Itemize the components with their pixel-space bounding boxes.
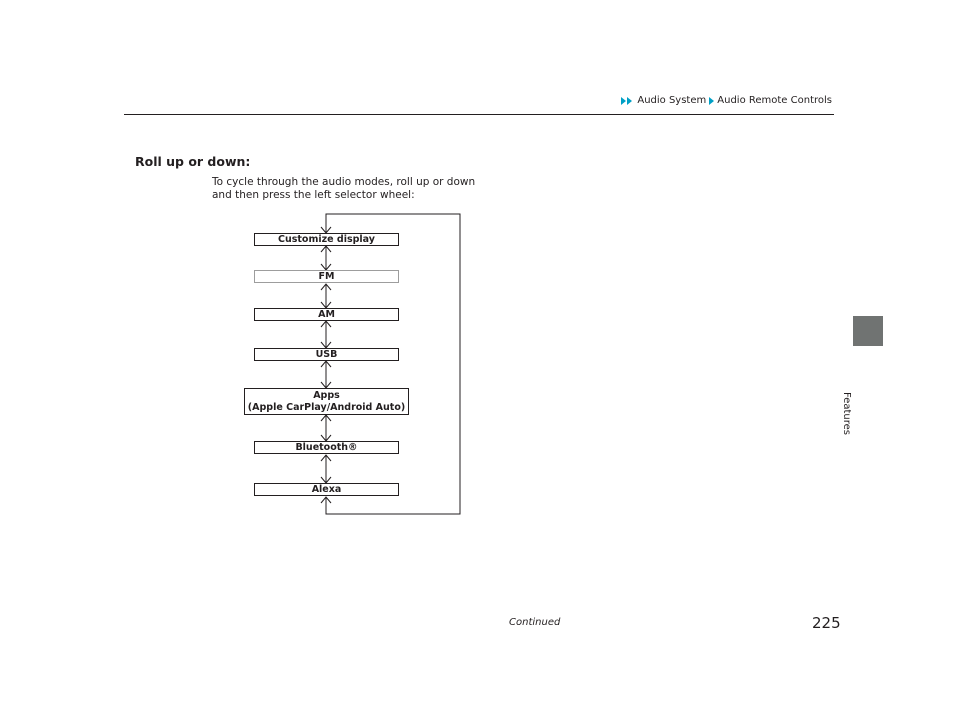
two-way-arrow-icon (321, 455, 331, 483)
breadcrumb-item: Audio System (637, 95, 707, 106)
two-way-arrow-icon (321, 246, 331, 270)
two-way-arrow-icon (321, 415, 331, 441)
two-way-arrow-icon (321, 284, 331, 308)
mode-alexa: Alexa (254, 483, 399, 496)
mode-fm: FM (254, 270, 399, 283)
mode-am: AM (254, 308, 399, 321)
mode-usb: USB (254, 348, 399, 361)
page-number: 225 (812, 614, 841, 632)
mode-apps-sublabel: (Apple CarPlay/Android Auto) (247, 402, 406, 413)
section-tab-label: Features (841, 392, 852, 435)
loop-back-line (326, 214, 460, 514)
continued-label: Continued (509, 617, 561, 628)
two-way-arrow-icon (321, 321, 331, 348)
mode-apps-label: Apps (313, 390, 340, 401)
breadcrumb-item: Audio Remote Controls (717, 95, 832, 106)
section-title: Roll up or down: (135, 154, 251, 169)
two-way-arrow-icon (321, 361, 331, 388)
description-line: and then press the left selector wheel: (212, 189, 415, 201)
mode-bluetooth: Bluetooth® (254, 441, 399, 454)
mode-apps (244, 388, 409, 415)
description-line: To cycle through the audio modes, roll up or down (212, 176, 476, 188)
mode-customize-display: Customize display (254, 233, 399, 246)
